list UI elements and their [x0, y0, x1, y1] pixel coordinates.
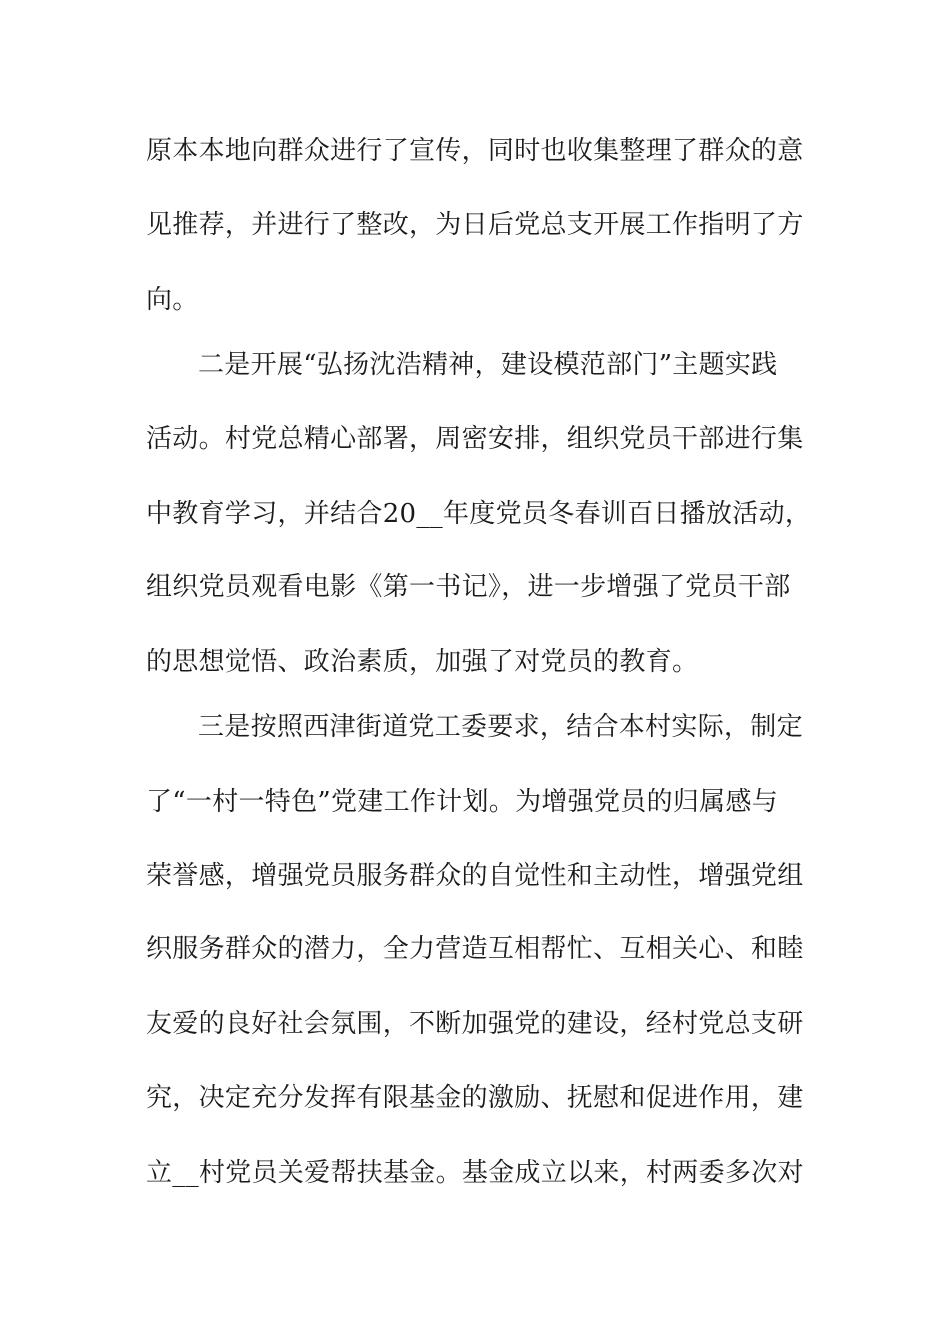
- text-line: 向。: [146, 285, 199, 315]
- paragraph-start-line: 三是按照西津街道党工委要求，结合本村实际，制定: [198, 712, 803, 742]
- text-line: 活动。村党总精心部署，周密安排，组织党员干部进行集: [146, 424, 804, 454]
- text-line: 立__村党员关爱帮扶基金。基金成立以来，村两委多次对: [146, 1158, 804, 1188]
- text-line: 究，决定充分发挥有限基金的激励、抚慰和促进作用，建: [146, 1083, 804, 1113]
- text-line: 的思想觉悟、政治素质，加强了对党员的教育。: [146, 647, 699, 677]
- text-line: 组织党员观看电影《第一书记》，进一步增强了党员干部: [146, 572, 791, 602]
- text-line: 见推荐，并进行了整改，为日后党总支开展工作指明了方: [146, 210, 804, 240]
- text-line: 友爱的良好社会氛围，不断加强党的建设，经村党总支研: [146, 1009, 804, 1039]
- text-line: 中教育学习，并结合20__年度党员冬春训百日播放活动，: [146, 499, 812, 529]
- text-line: 原本本地向群众进行了宣传，同时也收集整理了群众的意: [146, 136, 804, 166]
- text-line: 了“一村一特色”党建工作计划。为增强党员的归属感与: [146, 787, 779, 817]
- text-line: 荣誉感，增强党员服务群众的自觉性和主动性，增强党组: [146, 861, 804, 891]
- text-line: 织服务群众的潜力，全力营造互相帮忙、互相关心、和睦: [146, 934, 804, 964]
- paragraph-start-line: 二是开展“弘扬沈浩精神，建设模范部门”主题实践: [198, 350, 778, 380]
